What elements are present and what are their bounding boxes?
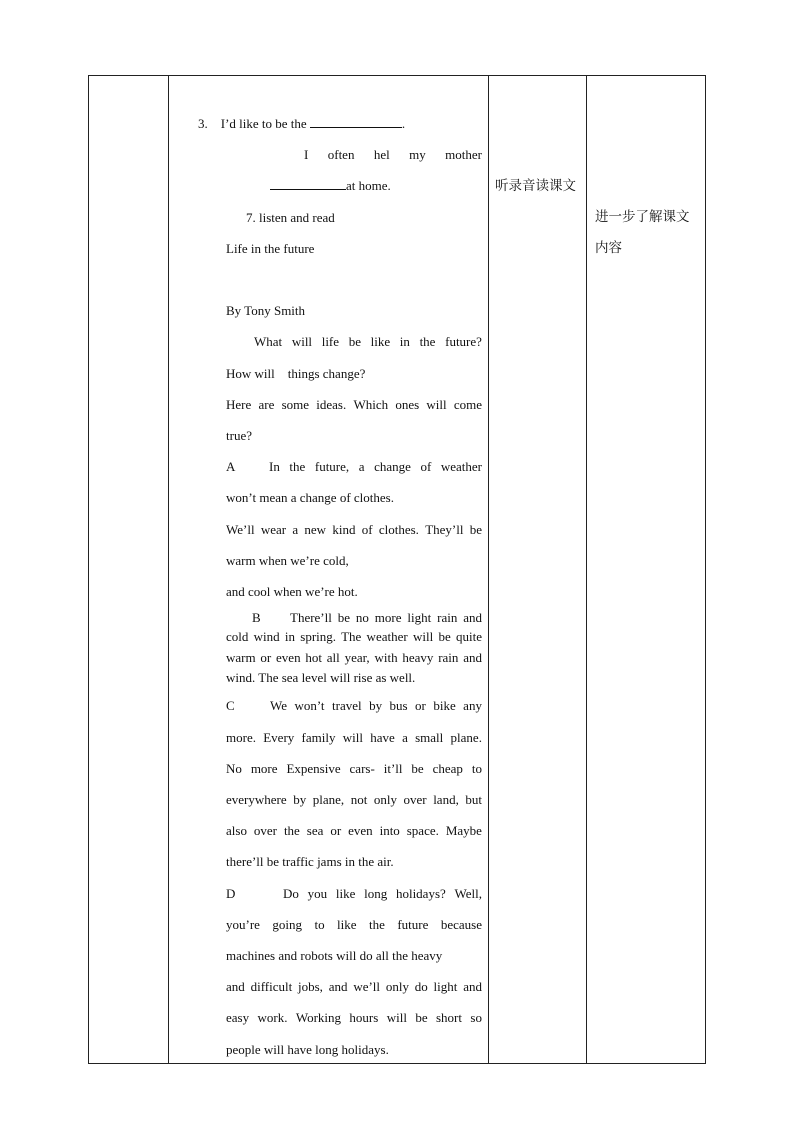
para-b-body: cold wind in spring. The weather will be quite warm or even hot all year, with heavy rain and wind. The sea level will rise as well. — [226, 629, 482, 685]
fill-blank[interactable] — [270, 178, 346, 190]
para-d-line: you’re going to like the future because — [226, 917, 482, 932]
para-b-first-line: There’ll be no more light rain and — [290, 610, 482, 625]
fill-blank[interactable] — [310, 116, 402, 128]
para-a-line: won’t mean a change of clothes. — [226, 490, 394, 505]
passage-author: By Tony Smith — [226, 303, 306, 318]
para-a-line: We’ll wear a new kind of clothes. They’ll be — [226, 522, 482, 537]
purpose-text-line1: 进一步了解课文 — [595, 209, 690, 225]
para-c-line: everywhere by plane, not only over land, but — [226, 792, 482, 807]
para-b-letter: B — [252, 610, 261, 625]
exercise-item-4-line2: at home. — [270, 178, 391, 194]
intro-line: Here are some ideas. Which ones will come — [226, 397, 482, 412]
para-a-line: In the future, a change of weather — [269, 459, 482, 474]
exercise-item-3: 3. I’d like to be the . — [198, 116, 406, 131]
intro-line: true? — [226, 428, 252, 443]
para-d-letter: D — [226, 886, 236, 901]
passage-title: Life in the future — [226, 241, 315, 256]
para-c-line: We won’t travel by bus or bike any — [270, 698, 482, 713]
intro-line: How will things change? — [226, 366, 366, 381]
para-c-line: more. Every family will have a small plane. — [226, 730, 482, 745]
column-divider — [586, 76, 587, 1063]
para-d-line: easy work. Working hours will be short so — [226, 1010, 482, 1025]
exercise-item-4-line1: I often hel my mother — [304, 147, 482, 162]
intro-line: What will life be like in the future? — [254, 334, 482, 349]
para-d-line: people will have long holidays. — [226, 1042, 389, 1057]
purpose-text-line2: 内容 — [595, 240, 622, 256]
para-a-letter: A — [226, 459, 236, 474]
para-c-line: also over the sea or even into space. Maybe — [226, 823, 482, 838]
para-c-letter: C — [226, 698, 235, 713]
para-c-line: there’ll be traffic jams in the air. — [226, 854, 394, 869]
section-title: 7. listen and read — [246, 210, 335, 225]
column-divider — [488, 76, 489, 1063]
para-a-line: warm when we’re cold, — [226, 553, 349, 568]
column-divider — [168, 76, 169, 1063]
para-c-line: No more Expensive cars- it’ll be cheap to — [226, 761, 482, 776]
para-d-line: Do you like long holidays? Well, — [283, 886, 482, 901]
para-d-line: and difficult jobs, and we’ll only do light and — [226, 979, 482, 994]
para-a-line: and cool when we’re hot. — [226, 584, 358, 599]
student-activity-text: 听录音读课文 — [495, 178, 576, 194]
para-d-line: machines and robots will do all the heavy — [226, 948, 443, 963]
